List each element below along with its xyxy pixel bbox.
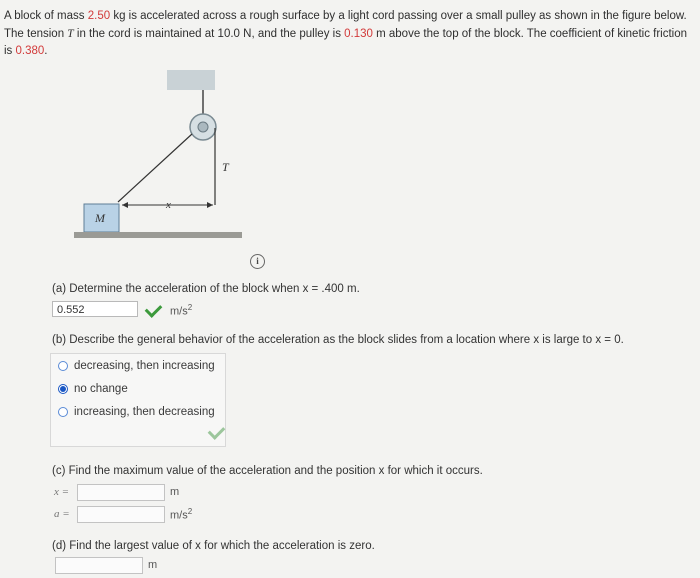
tension-label: T <box>222 160 229 174</box>
problem-statement: A block of mass 2.50 kg is accelerated across a rough surface by a light cord passing over a small pulley as shown in the figure below. The tension T in the cord is maintained at 10.0 N, and the pulley is 0.130 m above the top of the block. The coefficient of kinetic friction is 0.380. <box>4 10 688 57</box>
pulley-hub <box>198 122 208 132</box>
part-c-x-label: x = <box>54 486 70 498</box>
part-c-a-unit: $m/s^2$ <box>170 507 193 522</box>
x-label: x <box>166 199 171 211</box>
pulley-figure <box>70 68 245 238</box>
height-value: 0.130 <box>344 27 373 40</box>
part-c-a-input[interactable] <box>77 506 165 523</box>
part-a-answer-input[interactable]: 0.552 <box>52 301 138 317</box>
radio-button-selected[interactable] <box>58 384 68 394</box>
tension-value: 10.0 <box>217 27 240 40</box>
option-increasing-then-decreasing[interactable]: increasing, then decreasing <box>58 406 215 418</box>
info-icon[interactable]: i <box>250 254 265 269</box>
part-a-unit: $m/s^2$ <box>170 303 193 318</box>
correct-check-icon <box>208 422 226 440</box>
part-d-unit: m <box>148 559 158 571</box>
part-d-question: (d) Find the largest value of x for which the acceleration is zero. <box>52 540 375 552</box>
mass-label: M <box>95 211 105 225</box>
x-arrow-left <box>122 202 128 208</box>
x-arrow-right <box>207 202 213 208</box>
part-c-a-label: a = <box>54 508 70 520</box>
option-no-change[interactable]: no change <box>58 383 128 395</box>
tension-symbol: T <box>67 27 74 40</box>
part-b-question: (b) Describe the general behavior of the acceleration as the block slides from a location where x is large to x = 0. <box>52 334 624 346</box>
mass-value: 2.50 <box>87 10 111 22</box>
part-c-question: (c) Find the maximum value of the acceleration and the position x for which it occurs. <box>52 465 483 477</box>
part-b-options <box>50 353 226 447</box>
rough-surface <box>74 232 242 238</box>
correct-check-icon <box>145 300 163 318</box>
part-c-x-input[interactable] <box>77 484 165 501</box>
radio-button[interactable] <box>58 407 68 417</box>
ceiling-mount <box>167 70 215 90</box>
part-d-input[interactable] <box>55 557 143 574</box>
option-decreasing-then-increasing[interactable]: decreasing, then increasing <box>58 360 215 372</box>
slanted-cord <box>118 134 192 202</box>
radio-button[interactable] <box>58 361 68 371</box>
part-a-question: (a) Determine the acceleration of the block when x = .400 m. <box>52 283 360 295</box>
friction-value: 0.380 <box>15 45 45 57</box>
part-c-x-unit: m <box>170 486 180 498</box>
